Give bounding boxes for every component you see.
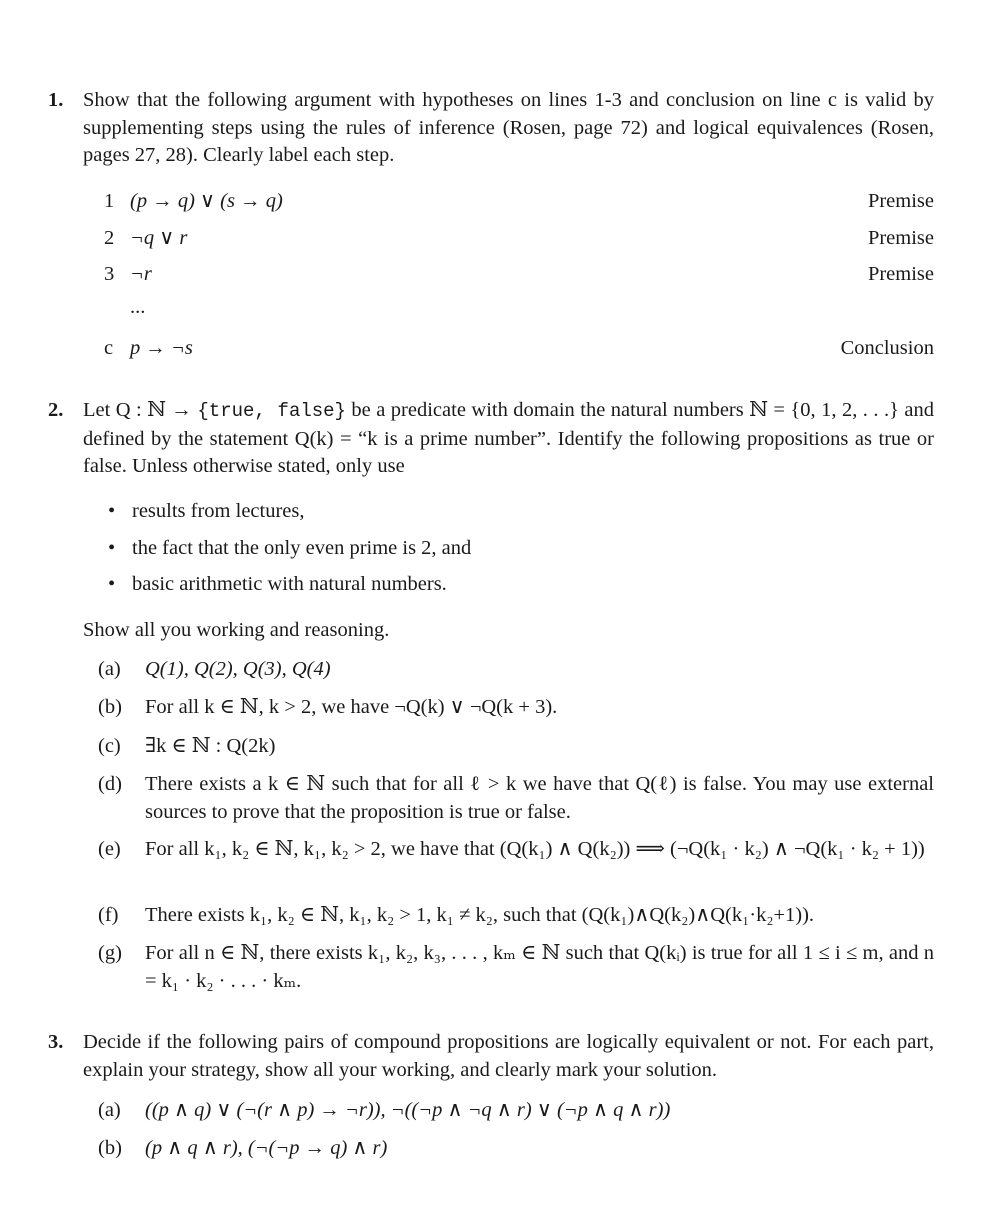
question-2-parts <box>48 656 934 996</box>
part-e <box>98 836 934 864</box>
part-c <box>98 733 934 761</box>
line-number: 1 <box>104 190 115 212</box>
proof-conclusion <box>104 335 934 362</box>
proof-line <box>104 188 934 215</box>
part-label: (g) <box>98 942 122 964</box>
question-number: 3. <box>48 1031 64 1053</box>
line-number: 2 <box>104 227 115 249</box>
part-label: (e) <box>98 838 121 860</box>
truth-set: {true, false} <box>197 400 346 422</box>
question-3 <box>48 1029 934 1084</box>
line-number: c <box>104 337 114 359</box>
bullet-list: • results from lectures, • the fact that the only even prime is 2, and • basic arithmetic with natural numbers. <box>48 498 934 608</box>
proof-table <box>48 188 934 368</box>
part-text: There exists k₁, k₂ ∈ ℕ, k₁, k₂ > 1, k₁ ≠ k₂, such that (Q(k₁)∧Q(k₂)∧Q(k₁·k₂+1)). <box>145 904 815 926</box>
part-d <box>98 771 934 826</box>
line-formula: (p → q) ∨ (s → q) <box>130 190 283 212</box>
question-3-intro: Decide if the following pairs of compound propositions are logically equivalent or not. For each part, explain your strategy, show all your working, and clearly mark your solution. <box>83 1031 934 1081</box>
part-g <box>98 940 934 995</box>
line-formula: ¬r <box>130 263 152 285</box>
question-number: 1. <box>48 89 64 111</box>
bullet-icon: • <box>108 537 116 559</box>
question-number: 2. <box>48 399 64 421</box>
part-label: (f) <box>98 904 119 926</box>
line-justification: Premise <box>867 263 934 285</box>
part-label: (d) <box>98 773 122 795</box>
proof-ellipsis: ... <box>130 296 146 318</box>
bullet-icon: • <box>108 573 116 595</box>
part-text: For all n ∈ ℕ, there exists k₁, k₂, k₃, . . . , kₘ ∈ ℕ such that Q(kᵢ) is true for all 1 ≤ i ≤ m, and n = k₁ · k₂ · . . . · kₘ. <box>145 942 934 992</box>
part-label: (b) <box>98 1137 122 1159</box>
part-label: (b) <box>98 696 122 718</box>
line-justification: Conclusion <box>840 337 934 359</box>
part-b <box>98 1135 934 1163</box>
part-a <box>98 1097 934 1125</box>
line-justification: Premise <box>867 227 934 249</box>
part-text: For all k ∈ ℕ, k > 2, we have ¬Q(k) ∨ ¬Q(k + 3). <box>145 696 558 718</box>
part-text: ∃k ∈ ℕ : Q(2k) <box>145 735 276 757</box>
question-2-intro: Let Q : ℕ → {true, false} be a predicate with domain the natural numbers ℕ = {0, 1, 2, . . .} and defined by the statement Q(k) = “k is a prime number”. Identify the following propositions as true or false. Unless otherwise stated, only use <box>83 399 935 477</box>
part-label: (c) <box>98 735 121 757</box>
part-text: There exists a k ∈ ℕ such that for all ℓ > k we have that Q(ℓ) is false. You may use external sources to prove that the proposition is true or false. <box>145 773 934 823</box>
part-a <box>98 656 934 684</box>
part-text: (p ∧ q ∧ r), (¬(¬p → q) ∧ r) <box>145 1137 388 1159</box>
line-formula: ¬q ∨ r <box>130 227 188 249</box>
part-text: Q(1), Q(2), Q(3), Q(4) <box>145 658 331 680</box>
bullet-icon: • <box>108 500 116 522</box>
show-working-note: Show all you working and reasoning. <box>83 619 390 641</box>
part-label: (a) <box>98 658 121 680</box>
part-f <box>98 902 934 930</box>
question-3-parts <box>48 1097 934 1177</box>
proof-line <box>104 225 934 252</box>
line-number: 3 <box>104 263 115 285</box>
line-formula: p → ¬s <box>130 337 193 359</box>
question-2 <box>48 397 934 481</box>
proof-line <box>104 261 934 288</box>
line-justification: Premise <box>867 190 934 212</box>
question-1 <box>48 87 934 170</box>
question-1-intro: Show that the following argument with hypotheses on lines 1-3 and conclusion on line c is valid by supplementing steps using the rules of inference (Rosen, page 72) and logical equivalences (Rosen, pages 27, 28). Clearly label each step. <box>83 89 934 166</box>
part-b <box>98 694 934 722</box>
part-text: ((p ∧ q) ∨ (¬(r ∧ p) → ¬r)), ¬((¬p ∧ ¬q ∧ r) ∨ (¬p ∧ q ∧ r)) <box>145 1099 671 1121</box>
part-text: For all k₁, k₂ ∈ ℕ, k₁, k₂ > 2, we have that (Q(k₁) ∧ Q(k₂)) ⟹ (¬Q(k₁ · k₂) ∧ ¬Q(k₁ · k₂ + 1)) <box>145 838 925 860</box>
part-label: (a) <box>98 1099 121 1121</box>
